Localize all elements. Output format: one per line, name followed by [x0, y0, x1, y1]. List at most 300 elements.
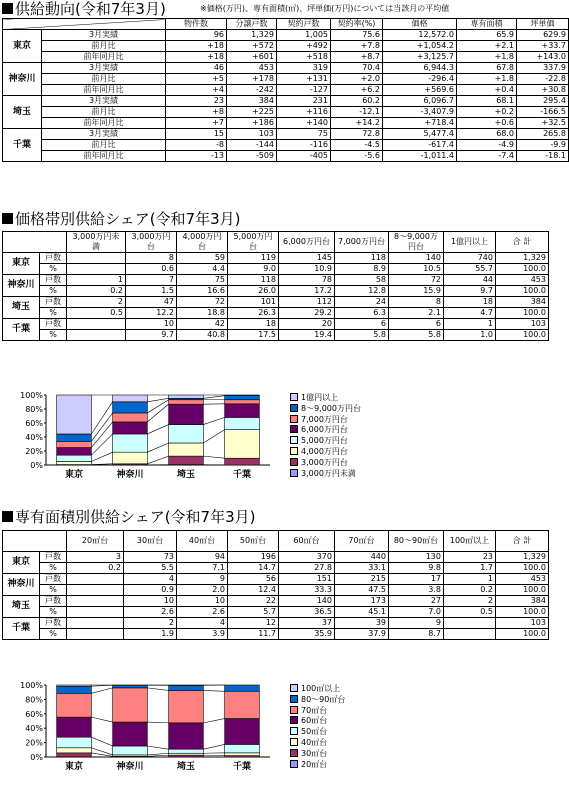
- bar-segment: [225, 396, 260, 400]
- table-cell: 15: [166, 129, 227, 140]
- series-connector: [91, 422, 112, 448]
- table-cell: -405: [277, 151, 331, 162]
- pref-label: 千葉: [3, 319, 40, 341]
- legend-swatch: [290, 436, 298, 444]
- bar-segment: [225, 417, 260, 429]
- table-cell: 100.0: [496, 330, 549, 341]
- column-header: 専有面積: [457, 19, 517, 30]
- bar-segment: [113, 688, 148, 722]
- column-header: 合 計: [496, 232, 549, 253]
- bar-segment: [113, 434, 148, 452]
- bar-segment: [225, 404, 260, 418]
- bar-segment: [113, 395, 148, 402]
- table-cell: 629.9: [517, 30, 569, 41]
- legend-item: [290, 760, 345, 771]
- table-cell: 5,477.4: [383, 129, 457, 140]
- table-cell: 103: [227, 129, 277, 140]
- table-cell: 0.6: [126, 264, 177, 275]
- table-cell: 29.2: [279, 308, 335, 319]
- series-connector: [147, 443, 168, 452]
- table-cell: [67, 574, 124, 585]
- legend-swatch: [290, 684, 298, 692]
- table-cell: 14.7: [228, 563, 279, 574]
- column-header: 50㎡台: [228, 531, 279, 552]
- row-label: 前月比: [42, 74, 166, 85]
- price-share-legend: [290, 393, 361, 479]
- table-cell: +18: [166, 52, 227, 63]
- table-row: [3, 574, 549, 585]
- legend-swatch: [290, 458, 298, 466]
- column-header: 坪単価: [517, 19, 569, 30]
- table-cell: 37.9: [335, 629, 389, 640]
- table-cell: 26.0: [228, 286, 279, 297]
- legend-item: [290, 393, 361, 404]
- table-cell: 100.0: [496, 629, 549, 640]
- table-cell: 16.6: [177, 286, 228, 297]
- table-cell: 10.5: [389, 264, 444, 275]
- table-cell: 59: [177, 253, 228, 264]
- table-cell: 55.7: [444, 264, 496, 275]
- table-cell: -296.4: [383, 74, 457, 85]
- legend-swatch: [290, 749, 298, 757]
- row-label: 戸数: [40, 319, 67, 330]
- y-tick-label: 100%: [20, 681, 43, 690]
- pref-label: 神奈川: [3, 275, 40, 297]
- row-label: 戸数: [40, 253, 67, 264]
- table-cell: 17.5: [228, 330, 279, 341]
- section1-note: ※価格(万円)、専有面積(㎡)、坪単価(万円)については当該月の平均値: [200, 4, 450, 13]
- bar-segment: [225, 719, 260, 745]
- pref-label: 千葉: [3, 129, 42, 162]
- row-label: 前月比: [42, 41, 166, 52]
- header-blank: [3, 232, 67, 253]
- series-connector: [91, 737, 112, 746]
- legend-label: 80～90㎡台: [301, 694, 346, 704]
- table-cell: 140: [279, 596, 335, 607]
- table-cell: 27: [389, 596, 444, 607]
- bar-segment: [169, 685, 204, 690]
- table-cell: 1,329: [496, 253, 549, 264]
- table-cell: 4: [124, 574, 177, 585]
- table-cell: +1.8: [457, 74, 517, 85]
- series-connector: [91, 717, 112, 722]
- table-cell: [444, 629, 496, 640]
- section1-title: 供給動向(令和7年3月): [2, 0, 166, 18]
- table-cell: 130: [389, 552, 444, 563]
- legend-label: 8～9,000万円台: [301, 403, 361, 413]
- table-cell: 3.9: [177, 629, 228, 640]
- row-label: %: [40, 585, 67, 596]
- series-connector: [203, 417, 224, 424]
- row-label: 戸数: [40, 275, 67, 286]
- table-cell: 5.8: [335, 330, 389, 341]
- legend-item: [290, 447, 361, 458]
- legend-swatch: [290, 393, 298, 401]
- area-share-legend: [290, 684, 345, 770]
- legend-label: 20㎡台: [301, 759, 328, 769]
- table-cell: 1.7: [444, 563, 496, 574]
- table-cell: [67, 596, 124, 607]
- legend-item: [290, 706, 345, 717]
- legend-swatch: [290, 706, 298, 714]
- table-cell: +492: [277, 41, 331, 52]
- bar-segment: [57, 737, 92, 748]
- table-cell: +569.6: [383, 85, 457, 96]
- table-cell: +601: [227, 52, 277, 63]
- table-cell: 12.4: [228, 585, 279, 596]
- legend-item: [290, 469, 361, 480]
- legend-label: 30㎡台: [301, 748, 328, 758]
- series-connector: [91, 464, 112, 465]
- bar-segment: [169, 400, 204, 404]
- series-connector: [203, 755, 224, 756]
- legend-swatch: [290, 447, 298, 455]
- series-connector: [91, 688, 112, 693]
- table-cell: 9.0: [228, 264, 279, 275]
- table-row: [3, 253, 549, 264]
- row-label: 前月比: [42, 140, 166, 151]
- y-tick-label: 60%: [25, 709, 43, 719]
- table-cell: +33.7: [517, 41, 569, 52]
- table-cell: +0.6: [457, 118, 517, 129]
- y-tick-label: 80%: [25, 405, 43, 414]
- bar-segment: [225, 753, 260, 756]
- table-row: [3, 74, 569, 85]
- table-cell: +8.7: [331, 52, 383, 63]
- row-label: 3月実績: [42, 63, 166, 74]
- table-cell: 18: [444, 297, 496, 308]
- legend-item: [290, 716, 345, 727]
- table-cell: -1,011.4: [383, 151, 457, 162]
- table-row: [3, 264, 549, 275]
- row-label: 戸数: [40, 552, 67, 563]
- pref-label: 千葉: [3, 618, 40, 640]
- table-cell: [67, 253, 126, 264]
- table-cell: 27.8: [279, 563, 335, 574]
- table-cell: 1,329: [496, 552, 549, 563]
- series-connector: [203, 456, 224, 458]
- table-cell: -127: [277, 85, 331, 96]
- table-cell: +4: [166, 85, 227, 96]
- table-cell: +131: [277, 74, 331, 85]
- table-cell: 0.2: [444, 585, 496, 596]
- bar-segment: [57, 441, 92, 447]
- row-label: 前月比: [42, 107, 166, 118]
- column-header: 30㎡台: [124, 531, 177, 552]
- table-cell: 7.1: [177, 563, 228, 574]
- supply-trend-table: [2, 18, 569, 162]
- table-row: [3, 63, 569, 74]
- bar-segment: [113, 746, 148, 755]
- table-cell: 2.6: [124, 607, 177, 618]
- bar-segment: [169, 395, 204, 398]
- y-tick-label: 40%: [25, 724, 43, 734]
- series-connector: [147, 688, 168, 691]
- table-row: [3, 297, 549, 308]
- table-cell: 39: [335, 618, 389, 629]
- table-cell: 118: [335, 253, 389, 264]
- table-cell: 46: [166, 63, 227, 74]
- pref-label: 東京: [3, 552, 40, 574]
- table-cell: 42: [177, 319, 228, 330]
- bar-segment: [57, 717, 92, 737]
- table-cell: -3,407.9: [383, 107, 457, 118]
- table-row: [3, 107, 569, 118]
- column-header: 20㎡台: [67, 531, 124, 552]
- table-cell: -12.1: [331, 107, 383, 118]
- series-connector: [147, 404, 168, 422]
- table-cell: 151: [279, 574, 335, 585]
- bar-segment: [113, 402, 148, 413]
- table-row: [3, 618, 549, 629]
- table-row: [3, 596, 549, 607]
- bar-segment: [113, 722, 148, 746]
- bar-segment: [57, 686, 92, 693]
- bar-segment: [169, 749, 204, 753]
- series-connector: [147, 755, 168, 756]
- column-header: 合 計: [496, 531, 549, 552]
- bar-segment: [113, 422, 148, 434]
- column-header: 7,000万円台: [335, 232, 389, 253]
- table-cell: 0.5: [444, 607, 496, 618]
- table-cell: 45.1: [335, 607, 389, 618]
- table-cell: +178: [227, 74, 277, 85]
- legend-label: 50㎡台: [301, 727, 328, 737]
- table-cell: 440: [335, 552, 389, 563]
- series-connector: [91, 685, 112, 686]
- table-cell: -116: [277, 140, 331, 151]
- row-label: %: [40, 563, 67, 574]
- y-tick-label: 0%: [30, 461, 43, 470]
- table-cell: 100.0: [496, 563, 549, 574]
- table-cell: 94: [177, 552, 228, 563]
- x-category-label: 埼玉: [176, 470, 196, 480]
- legend-swatch: [290, 425, 298, 433]
- legend-item: [290, 436, 361, 447]
- row-label: 戸数: [40, 574, 67, 585]
- table-cell: 453: [496, 574, 549, 585]
- series-connector: [203, 396, 224, 399]
- bar-segment: [57, 748, 92, 753]
- table-cell: +718.4: [383, 118, 457, 129]
- table-cell: +186: [227, 118, 277, 129]
- x-category-label: 千葉: [232, 470, 252, 480]
- x-category-label: 東京: [64, 762, 84, 772]
- table-cell: 101: [228, 297, 279, 308]
- table-cell: +2.1: [457, 41, 517, 52]
- table-cell: 0.5: [67, 308, 126, 319]
- table-cell: 6: [389, 319, 444, 330]
- series-connector: [147, 400, 168, 413]
- table-row: [3, 85, 569, 96]
- bar-segment: [169, 456, 204, 465]
- legend-label: 5,000万円台: [301, 436, 348, 446]
- legend-label: 6,000万円台: [301, 425, 348, 435]
- legend-swatch: [290, 469, 298, 477]
- table-cell: 58: [335, 275, 389, 286]
- table-cell: 12: [228, 618, 279, 629]
- table-cell: 2: [124, 618, 177, 629]
- column-header: 70㎡台: [335, 531, 389, 552]
- bar-segment: [57, 395, 92, 434]
- table-row: [3, 140, 569, 151]
- table-cell: +5: [166, 74, 227, 85]
- table-cell: 68.1: [457, 96, 517, 107]
- table-cell: -166.5: [517, 107, 569, 118]
- table-cell: 2.1: [389, 308, 444, 319]
- x-category-label: 千葉: [232, 762, 252, 772]
- bar-segment: [169, 723, 204, 749]
- table-cell: 215: [335, 574, 389, 585]
- series-connector: [91, 452, 112, 461]
- row-label: 前年同月比: [42, 52, 166, 63]
- table-cell: 384: [227, 96, 277, 107]
- table-row: [3, 319, 549, 330]
- table-cell: 0.2: [67, 563, 124, 574]
- legend-label: 3,000万円未満: [301, 468, 356, 478]
- price-share-table: [2, 231, 549, 341]
- table-cell: +7: [166, 118, 227, 129]
- bar-segment: [57, 455, 92, 461]
- series-connector: [203, 719, 224, 723]
- table-cell: +225: [227, 107, 277, 118]
- table-cell: 12,572.0: [383, 30, 457, 41]
- legend-item: [290, 695, 345, 706]
- legend-label: 60㎡台: [301, 716, 328, 726]
- column-header: 40㎡台: [177, 531, 228, 552]
- table-cell: 23: [166, 96, 227, 107]
- table-cell: 384: [496, 297, 549, 308]
- section2-title: 価格帯別供給シェア(令和7年3月): [2, 210, 241, 228]
- series-connector: [91, 753, 112, 756]
- table-cell: 19.4: [279, 330, 335, 341]
- table-cell: 44: [444, 275, 496, 286]
- legend-item: [290, 425, 361, 436]
- legend-item: [290, 749, 345, 760]
- column-header: 80～90㎡台: [389, 531, 444, 552]
- table-cell: +572: [227, 41, 277, 52]
- pref-label: 神奈川: [3, 63, 42, 96]
- table-cell: 96: [166, 30, 227, 41]
- table-cell: 295.4: [517, 96, 569, 107]
- legend-item: [290, 404, 361, 415]
- table-row: [3, 129, 569, 140]
- table-cell: 453: [227, 63, 277, 74]
- section3-title: 専有面積別供給シェア(令和7年3月): [2, 508, 256, 526]
- table-cell: 65.9: [457, 30, 517, 41]
- table-cell: 56: [228, 574, 279, 585]
- table-cell: -242: [227, 85, 277, 96]
- table-cell: 68.0: [457, 129, 517, 140]
- table-cell: 78: [279, 275, 335, 286]
- table-cell: 10.9: [279, 264, 335, 275]
- table-row: [3, 52, 569, 63]
- y-tick-label: 0%: [30, 753, 43, 762]
- series-connector: [147, 746, 168, 749]
- table-cell: 100.0: [496, 308, 549, 319]
- table-cell: 20: [279, 319, 335, 330]
- table-cell: 1: [444, 574, 496, 585]
- bar-segment: [225, 685, 260, 691]
- table-cell: 7.0: [389, 607, 444, 618]
- column-header: 5,000万円台: [228, 232, 279, 253]
- table-cell: 9: [389, 618, 444, 629]
- table-cell: -509: [227, 151, 277, 162]
- pref-label: 東京: [3, 30, 42, 63]
- table-cell: 8.7: [389, 629, 444, 640]
- table-cell: 9.8: [389, 563, 444, 574]
- table-cell: -9.9: [517, 140, 569, 151]
- row-label: %: [40, 286, 67, 297]
- legend-item: [290, 738, 345, 749]
- table-row: [3, 607, 549, 618]
- pref-label: 埼玉: [3, 96, 42, 129]
- table-cell: +8: [166, 107, 227, 118]
- table-cell: -4.5: [331, 140, 383, 151]
- row-label: %: [40, 607, 67, 618]
- legend-label: 100㎡以上: [301, 684, 341, 693]
- table-cell: 6,944.3: [383, 63, 457, 74]
- bar-segment: [225, 430, 260, 459]
- table-cell: [67, 585, 124, 596]
- table-cell: 5.7: [228, 607, 279, 618]
- table-cell: +30.8: [517, 85, 569, 96]
- table-cell: 173: [335, 596, 389, 607]
- table-cell: -5.6: [331, 151, 383, 162]
- x-category-label: 東京: [64, 470, 84, 480]
- table-cell: 1,329: [227, 30, 277, 41]
- table-row: [3, 41, 569, 52]
- x-category-label: 神奈川: [116, 762, 144, 772]
- row-label: 前年同月比: [42, 151, 166, 162]
- pref-label: 神奈川: [3, 574, 40, 596]
- x-category-label: 埼玉: [176, 762, 196, 772]
- table-cell: 112: [279, 297, 335, 308]
- table-cell: 8: [126, 253, 177, 264]
- legend-item: [290, 727, 345, 738]
- table-cell: 72.8: [331, 129, 383, 140]
- table-cell: 36.5: [279, 607, 335, 618]
- table-cell: -144: [227, 140, 277, 151]
- column-header: 分譲戸数: [227, 19, 277, 30]
- bar-segment: [57, 693, 92, 717]
- table-row: [3, 308, 549, 319]
- table-cell: 100.0: [496, 585, 549, 596]
- header-blank: [3, 19, 166, 30]
- legend-item: [290, 415, 361, 426]
- pref-label: 埼玉: [3, 297, 40, 319]
- table-row: [3, 286, 549, 297]
- price-share-chart: [0, 390, 300, 486]
- table-cell: +143.0: [517, 52, 569, 63]
- y-tick-label: 80%: [25, 695, 43, 705]
- table-row: [3, 30, 569, 41]
- bar-segment: [169, 425, 204, 443]
- table-cell: 453: [496, 275, 549, 286]
- table-cell: 140: [389, 253, 444, 264]
- row-label: %: [40, 629, 67, 640]
- table-cell: 6: [335, 319, 389, 330]
- table-cell: [67, 264, 126, 275]
- table-cell: 1.0: [444, 330, 496, 341]
- table-cell: 33.3: [279, 585, 335, 596]
- table-cell: +32.5: [517, 118, 569, 129]
- table-cell: 75: [177, 275, 228, 286]
- series-connector: [91, 402, 112, 434]
- table-cell: [67, 618, 124, 629]
- table-cell: 9.7: [444, 286, 496, 297]
- legend-label: 7,000万円台: [301, 414, 348, 424]
